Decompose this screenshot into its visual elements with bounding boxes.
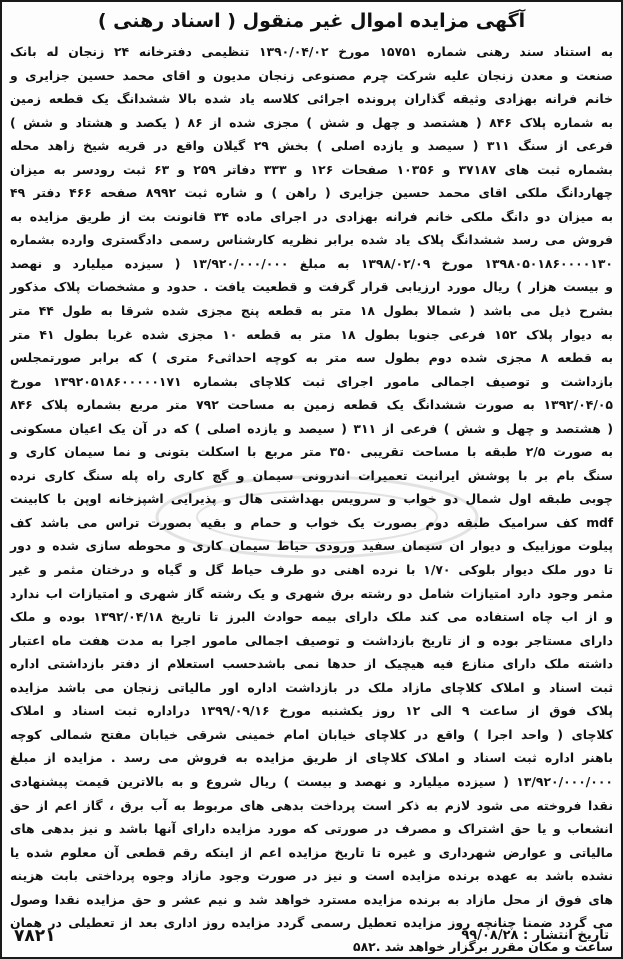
- notice-line: ( هشتصد و چهل و شش ) فرعی از ۳۱۱ ( سیصد و یازده اصلی ) که در آن یک اعیان مسکونی: [10, 420, 613, 436]
- notice-line: ۱۳۹۲/۰۴/۰۵ به صورت ششدانگ یک قطعه زمین به مساحت ۷۹۲ متر مربع بشماره پلاک ۸۴۶: [10, 397, 613, 413]
- notice-line: خانم فرانه بهزادی وثیقه گذاران پرونده اجرائی کلاسه یاد شده بالا ششدانگ یک قطعه زمین: [10, 91, 613, 107]
- notice-line: مالیاتی و عوارض شهرداری و غیره تا تاریخ مزایده اعم از اینکه رقم قطعی آن معلوم شده یا: [10, 844, 613, 860]
- notice-line: پیلوت موزاییک و دیوار ان سیمان سفید ورودی حیاط سیمان کاری و محوطه سازی شده و دور: [10, 538, 613, 554]
- notice-line: به شماره پلاک ۸۴۶ ( هشتصد و چهل و شش ) مجزی شده از ۸۶ ( یکصد و هشتاد و شش ): [10, 114, 613, 130]
- notice-line: بشرح ذیل می باشد ( شمالا بطول ۱۸ متر به قطعه پنج مجزی شده شرقا به طول ۴۴ متر: [10, 303, 613, 319]
- notice-line: به قطعه ۸ مجزی شده دوم بطول سه متر به کوچه احداثی۶ متری ) که برابر صورتمجلس: [10, 350, 613, 366]
- notice-line: سنگ بام بر با پوشش ایرانیت تعمیرات اندرونی سیمان و گچ کاری راه پله سنگ کاری نرده: [10, 467, 613, 483]
- publish-date: تاریخ انتشار : ۹۹/۰۸/۲۸: [461, 928, 609, 943]
- notice-line: تا دور ملک دیوار بلوکی ۱/۷۰ با نرده اهنی دو طرف حیاط گل و گیاه و درختان مثمر و غیر: [10, 562, 613, 578]
- notice-line: ۱۳۹۸۰۵۰۱۸۶۰۰۰۰۱۳۰ مورخ ۱۳۹۸/۰۲/۰۹ به مبلغ ۱۳/۹۲۰/۰۰۰/۰۰۰ ( سیزده میلیارد و نهصد: [10, 255, 613, 271]
- notice-line: انشعاب و یا حق اشتراک و مصرف در صورتی که مورد مزایده دارای آنها باشد و نیز بدهی های: [10, 821, 613, 837]
- notice-line: پلاک فوق از ساعت ۹ الی ۱۲ روز یکشنبه مورخ ۱۳۹۹/۰۹/۱۶ دراداره ثبت اسناد و املاک: [10, 703, 613, 719]
- notice-line: ۱۳/۹۲۰/۰۰۰/۰۰۰ ( سیزده میلیارد و نهصد و بیست ) ریال شروع و به بالاترین قیمت پیشنهادی: [10, 773, 613, 789]
- ad-code: ۷۸۲۱: [14, 926, 56, 946]
- notice-line: چهاردانگ ملکی اقای محمد حسین جزایری ( راهن ) و شاره ثبت ۸۹۹۲ صفحه ۴۶۶ دفتر ۴۹: [10, 185, 613, 201]
- notice-line: مثمر وجود دارد امتیازات شامل دو رشته برق شهری و یک رشته گاز شهری و امتیازات اب ندارد: [10, 585, 613, 601]
- notice-line: های فوق از محل مازاد به برنده مزایده مسترد خواهد شد و نیم عشر و حق مزایده نقدا وصول: [10, 891, 613, 907]
- notice-line: نشده باشد به عهده برنده مزایده است و نیز در صورت وجود مازاد وجوه پرداختی بابت هزینه: [10, 868, 613, 884]
- notice-line: به صورت ۲/۵ طبقه با مساحت تقریبی ۳۵۰ متر مربع با اسکلت بتونی و نما سیمان کاری و: [10, 444, 613, 460]
- notice-line: ساعت و مکان مقرر برگزار خواهد شد .۵۸۲: [353, 938, 613, 954]
- notice-line: فرعی از سنگ ۳۱۱ ( سیصد و یازده اصلی ) بخش ۲۹ گیلان واقع در قریه شیخ زاهد محله: [10, 138, 613, 154]
- notice-line: می گردد ضمنا چنانچه روز مزایده تعطیل رسمی گردد مزایده روز اداری بعد از تعطیلی در همان: [10, 915, 613, 931]
- notice-line: به میزان دو دانگ ملکی خانم فرانه بهزادی در اجرای ماده ۳۴ قانونت بت از طریق مزایده به: [10, 208, 613, 224]
- notice-line: به استناد سند رهنی شماره ۱۵۷۵۱ مورخ ۱۳۹۰/۰۴/۰۲ تنظیمی دفترخانه ۲۴ زنجان له بانک: [10, 44, 613, 59]
- notice-line: نقدا فروخته می شود لازم به ذکر است پرداخت بدهی های مربوط به آب برق ، گاز اعم از حق: [10, 797, 613, 813]
- notice-line: بازداشت و توصیف اجمالی مامور اجرای ثبت کلاچای بشماره ۱۳۹۲۰۵۱۸۶۰۰۰۰۰۱۷۱ مورخ: [10, 373, 613, 389]
- notice-line: باهنر اداره ثبت اسناد و املاک کلاچای از طریق مزایده به فروش می رسد . مزایده از مبلغ: [10, 750, 613, 766]
- notice-footer: [10, 914, 613, 956]
- notice-line: دارای مستاجر بوده و از تاریخ بازداشت و توصیف اجمالی مامور اجرا به مدت هفت ماه اعتبار: [10, 632, 613, 648]
- notice-line: چوبی طبقه اول شمال دو خواب و سرویس بهداشتی هال و پذیرایی اشپزخانه اوپن با کابینت: [10, 491, 613, 507]
- notice-line: بشماره ثبت های ۳۷۱۸۷ و ۱۰۳۵۶ صفحات ۱۲۶ و ۳۳۳ دفاتر ۲۵۹ و ۶۳ ثبت رودسر به میزان: [10, 161, 613, 177]
- notice-line: به دیوار پلاک ۱۵۲ فرعی جنوبا بطول ۱۸ متر به قطعه ۱۰ مجزی شده غربا بطول ۴۱ متر: [10, 326, 613, 342]
- notice-line: داشته ملک دارای منازع فیه هیچیک از حدها نمی باشدحسب استعلام از دفتر بازداشتی اداره: [10, 656, 613, 672]
- notice-line: کلاچای ( واحد اجرا ) واقع در کلاچای خیابان امام خمینی شرقی خیابان مفتح شمالی کوچه: [10, 726, 613, 742]
- notice-title: آگهی مزایده اموال غیر منقول ( اسناد رهنی ): [97, 10, 526, 32]
- notice-line: ثبت اسناد و املاک کلاچای مازاد ملک در بازداشت اداره اور مالیاتی زنجان می باشد مزایده: [10, 679, 613, 695]
- notice-line: و از اب چاه استفاده می کند ملک دارای بیمه حوادث البرز تا تاریخ ۱۳۹۲/۰۴/۱۸ بوده و ملک: [10, 609, 613, 625]
- notice-line: فروش می رسد ششدانگ پلاک یاد شده برابر نظریه کارشناس رسمی دادگستری وارده بشماره: [10, 232, 613, 248]
- notice-line: صنعت و معدن زنجان علیه شرکت چرم مصنوعی زنجان مدیون و اقای محمد حسین جزایری و: [10, 67, 613, 83]
- notice-line: و بیست هزار ) ریال مورد ارزیابی قرار گرفت و قطعیت یافت . حدود و مشخصات پلاک مذکور: [10, 279, 613, 295]
- notice-line: mdf کف سرامیک طبقه دوم بصورت یک خواب و حمام و بقیه بصورت تراس می باشد کف: [10, 514, 613, 530]
